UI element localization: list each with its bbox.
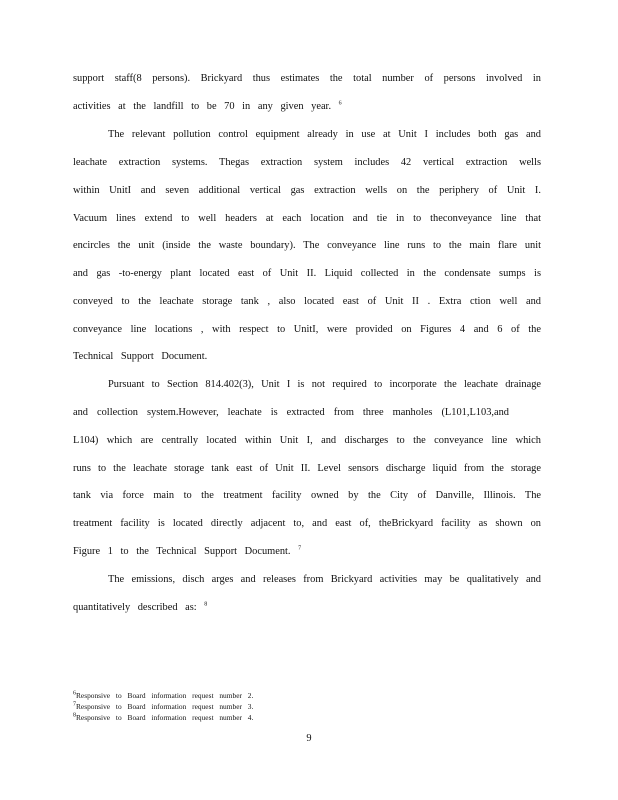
body-line: quantitatively described as: $^8$ [73, 601, 208, 613]
footnote-ref: 7 [298, 545, 302, 552]
body-line: The emissions, disch arges and releases from Brickyard activities may be qualitatively and [108, 574, 541, 585]
body-line: Technical Support Document. [73, 351, 208, 362]
footnote-marker: 6 [73, 690, 76, 697]
body-line: runs to the leachate storage tank east of Unit II. Level sensors discharge liquid from the storage [73, 463, 541, 474]
body-line: Vacuum lines extend to well headers at each location and tie in to theconveyance line that [73, 213, 541, 224]
footnote: $^6$Responsive to Board information request number 2. [73, 690, 254, 700]
body-line: The relevant pollution control equipment already in use at Unit I includes both gas and [108, 129, 541, 140]
body-line: encircles the unit (inside the waste boundary). The conveyance line runs to the main flare unit [73, 240, 541, 251]
body-line: Pursuant to Section 814.402(3), Unit I is not required to incorporate the leachate drainage [108, 379, 541, 390]
body-line: conveyance line locations , with respect to UnitI, were provided on Figures 4 and 6 of the [73, 324, 541, 335]
footnote: $^8$Responsive to Board information request number 4. [73, 712, 254, 722]
body-line: conveyed to the leachate storage tank , also located east of Unit II . Extra ction well and [73, 296, 541, 307]
body-line: tank via force main to the treatment facility owned by the City of Danville, Illinois. The [73, 490, 541, 501]
body-line: and gas -to-energy plant located east of Unit II. Liquid collected in the condensate sumps is [73, 268, 541, 279]
body-line: within UnitI and seven additional vertical gas extraction wells on the periphery of Unit I. [73, 185, 541, 196]
body-line: and collection system.However, leachate is extracted from three manholes (L101,L103,and [73, 407, 509, 418]
footnote: $^7$Responsive to Board information request number 3. [73, 701, 254, 711]
body-line: support staff(8 persons). Brickyard thus estimates the total number of persons involved in [73, 73, 541, 84]
footnote-ref: 6 [338, 100, 342, 107]
body-line: L104) which are centrally located within Unit I, and discharges to the conveyance line which [73, 435, 541, 446]
footnote-ref: 8 [204, 601, 208, 608]
page-number: 9 [306, 733, 312, 744]
body-line: treatment facility is located directly adjacent to, and east of, theBrickyard facility as shown on [73, 518, 541, 529]
body-line: leachate extraction systems. Thegas extraction system includes 42 vertical extraction wells [73, 157, 541, 168]
body-line: activities at the landfill to be 70 in any given year. $^6$ [73, 100, 342, 112]
footnote-marker: 8 [73, 712, 76, 719]
body-line: Figure 1 to the Technical Support Document. $^7$ [73, 545, 302, 557]
footnote-marker: 7 [73, 701, 76, 708]
